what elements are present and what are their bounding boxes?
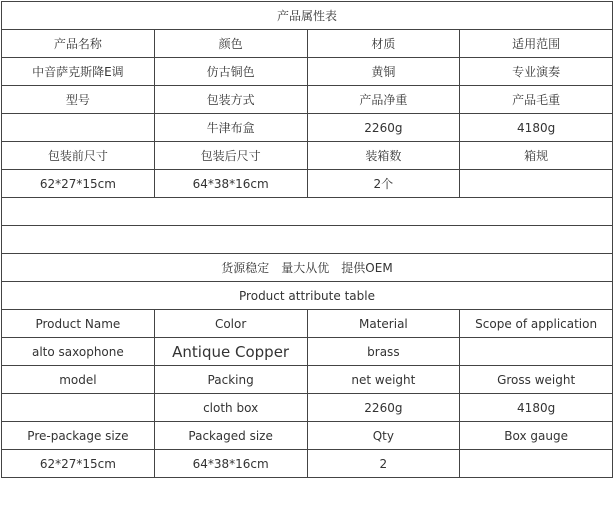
- table-cell: 2260g: [307, 114, 460, 142]
- table-cell: 颜色: [154, 30, 307, 58]
- table-cell: 中音萨克斯降E调: [2, 58, 155, 86]
- table-cell: [460, 170, 613, 198]
- en-table-title: Product attribute table: [2, 282, 613, 310]
- table-cell: Antique Copper: [154, 338, 307, 366]
- table-row-empty: [2, 198, 613, 226]
- table-cell: 材质: [307, 30, 460, 58]
- table-cell: Material: [307, 310, 460, 338]
- table-cell: 黄铜: [307, 58, 460, 86]
- empty-row-cell: [2, 226, 613, 254]
- table-cell: 产品净重: [307, 86, 460, 114]
- product-attribute-table: [1, 1, 613, 478]
- table-cell: 2个: [307, 170, 460, 198]
- table-row: [2, 450, 613, 478]
- table-cell: 64*38*16cm: [154, 450, 307, 478]
- table-row: [2, 338, 613, 366]
- table-cell: Packaged size: [154, 422, 307, 450]
- table-row: [2, 170, 613, 198]
- table-cell: cloth box: [154, 394, 307, 422]
- table-cell: 62*27*15cm: [2, 170, 155, 198]
- table-cell: model: [2, 366, 155, 394]
- table-row: [2, 254, 613, 282]
- cn-table-title: 产品属性表: [2, 2, 613, 30]
- table-row: [2, 114, 613, 142]
- table-cell: 产品名称: [2, 30, 155, 58]
- table-cell: 包装后尺寸: [154, 142, 307, 170]
- table-cell: Scope of application: [460, 310, 613, 338]
- table-row: [2, 394, 613, 422]
- table-cell: 2260g: [307, 394, 460, 422]
- table-cell: 包装前尺寸: [2, 142, 155, 170]
- table-cell: brass: [307, 338, 460, 366]
- table-cell: [460, 450, 613, 478]
- table-cell: 产品毛重: [460, 86, 613, 114]
- table-row: [2, 142, 613, 170]
- table-cell: 2: [307, 450, 460, 478]
- table-cell: 牛津布盒: [154, 114, 307, 142]
- empty-row-cell: [2, 198, 613, 226]
- table-cell: 箱规: [460, 142, 613, 170]
- table-cell: 4180g: [460, 394, 613, 422]
- table-cell: 装箱数: [307, 142, 460, 170]
- table-cell: 62*27*15cm: [2, 450, 155, 478]
- table-row: [2, 310, 613, 338]
- table-row: [2, 30, 613, 58]
- table-cell: Pre-package size: [2, 422, 155, 450]
- table-cell: Gross weight: [460, 366, 613, 394]
- table-cell: 适用范围: [460, 30, 613, 58]
- table-cell: [2, 114, 155, 142]
- table-cell: 专业演奏: [460, 58, 613, 86]
- table-row: [2, 2, 613, 30]
- table-cell: 4180g: [460, 114, 613, 142]
- table-cell: Color: [154, 310, 307, 338]
- table-cell: [2, 394, 155, 422]
- table-cell: Packing: [154, 366, 307, 394]
- table-row: [2, 86, 613, 114]
- table-row-empty: [2, 226, 613, 254]
- table-cell: Product Name: [2, 310, 155, 338]
- table-row: [2, 282, 613, 310]
- table-cell: alto saxophone: [2, 338, 155, 366]
- table-cell: 64*38*16cm: [154, 170, 307, 198]
- table-cell: 包装方式: [154, 86, 307, 114]
- table-cell: net weight: [307, 366, 460, 394]
- table-cell: Qty: [307, 422, 460, 450]
- table-row: [2, 422, 613, 450]
- slogan-text: 货源稳定 量大从优 提供OEM: [2, 254, 613, 282]
- table-cell: 仿古铜色: [154, 58, 307, 86]
- table-cell: [460, 338, 613, 366]
- table-cell: Box gauge: [460, 422, 613, 450]
- table-row: [2, 366, 613, 394]
- table-row: [2, 58, 613, 86]
- table-cell: 型号: [2, 86, 155, 114]
